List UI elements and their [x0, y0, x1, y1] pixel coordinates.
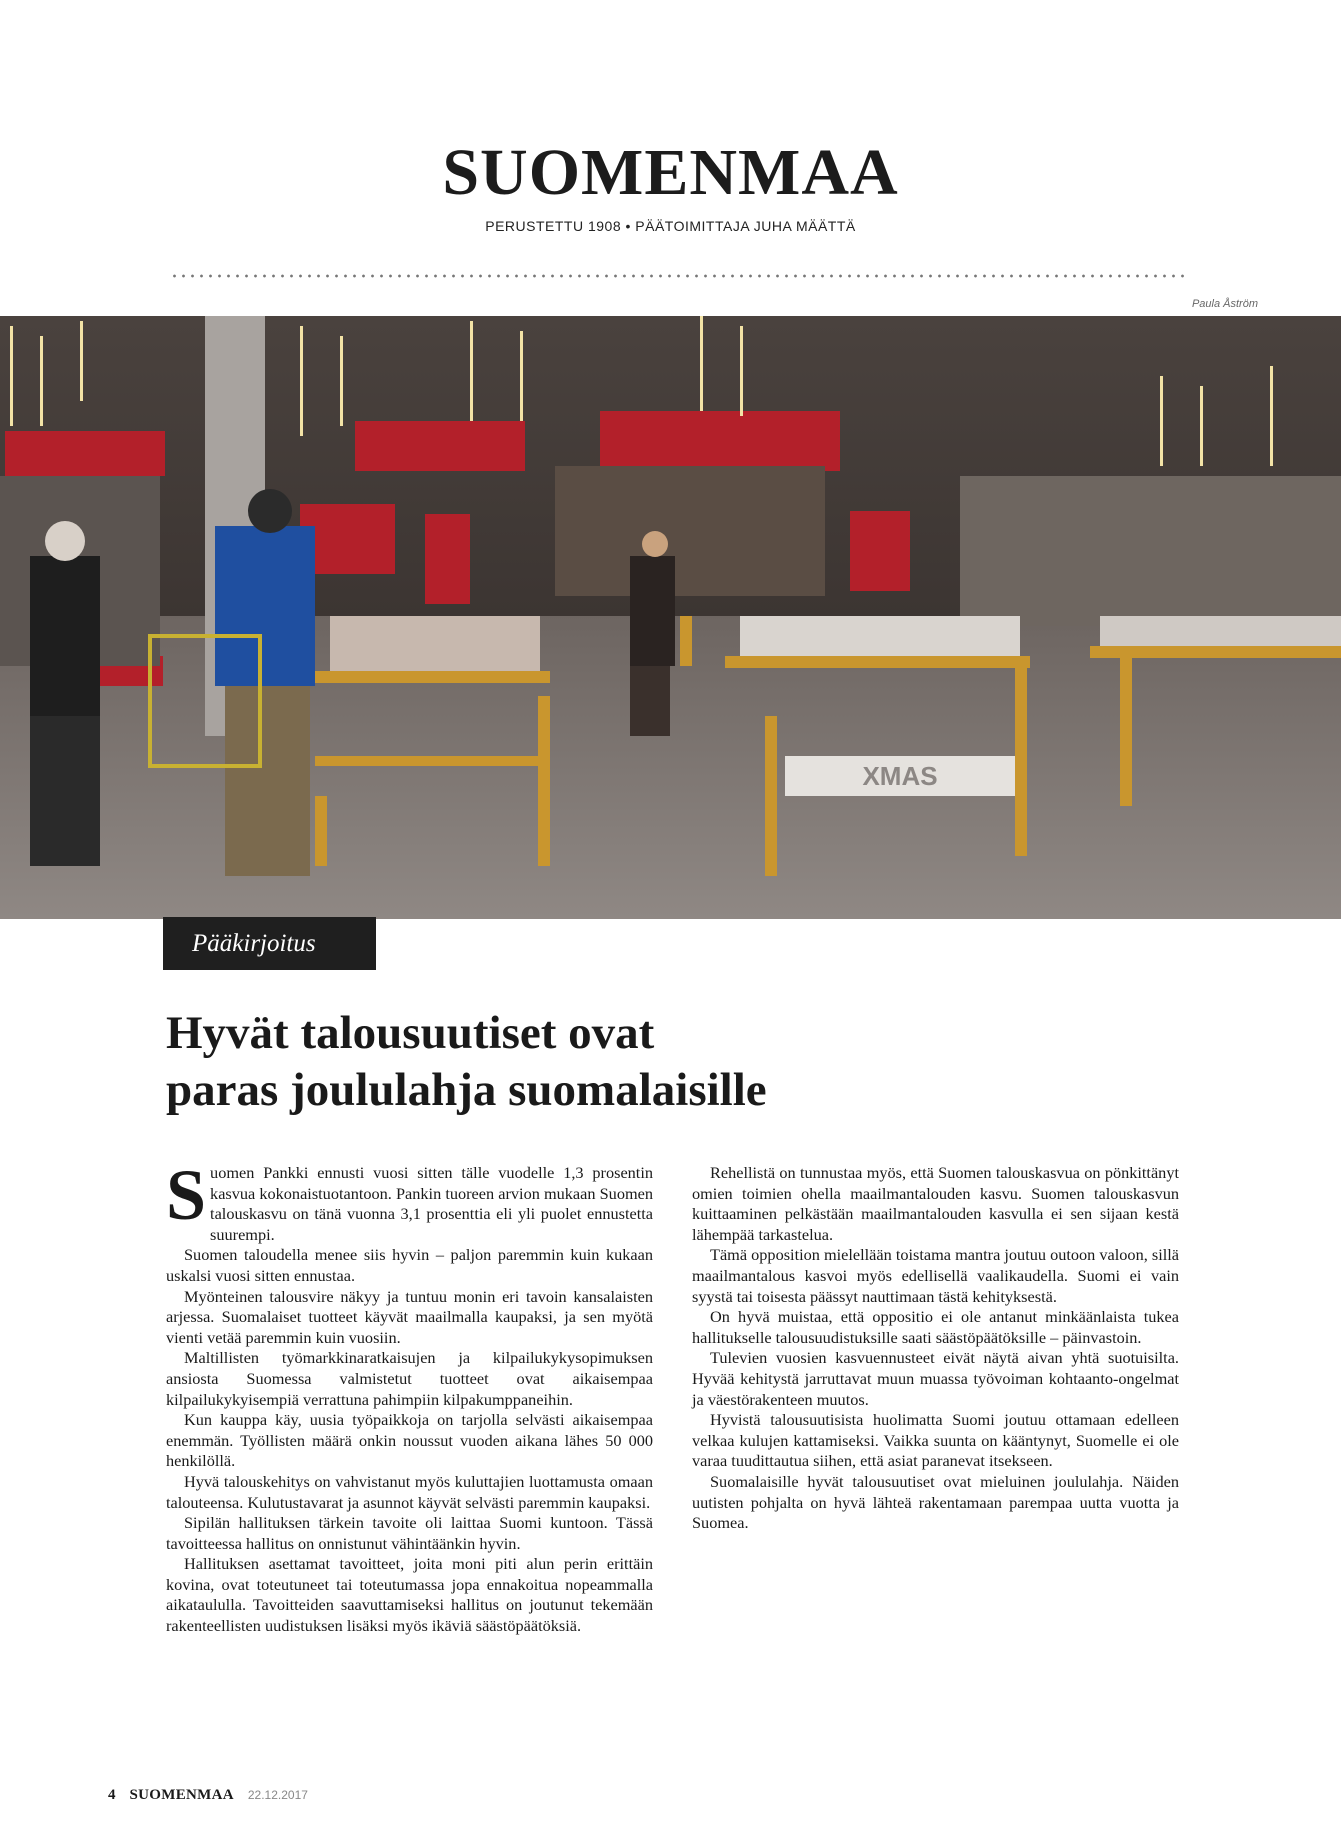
table-goods: [330, 616, 540, 671]
back-shelves: [555, 466, 825, 596]
article-paragraph: Hallituksen asettamat tavoitteet, joita moni piti alun perin erittäin kovina, ovat toteutuneet tai toteutumassa jopa ennakoitua nopeammalla aikataululla. Tavoitteiden saavuttamiseksi hallitus on joutunut tekemään rakenteellisten uudistuksen lisäksi myös ikäviä säästöpäätöksiä.: [166, 1554, 653, 1636]
store-photo: [0, 316, 1341, 919]
article-paragraph: Sipilän hallituksen tärkein tavoite oli laittaa Suomi kuntoon. Tässä tavoitteessa hallitus on onnistunut vähintäänkin hyvin.: [166, 1513, 653, 1553]
headline-line-1: Hyvät talousuutiset ovat: [166, 1007, 655, 1059]
right-shelves: [960, 476, 1341, 626]
headline: [166, 1005, 1166, 1119]
article-paragraph: On hyvä muistaa, että oppositio ei ole antanut minkäänlaista tukea hallitukselle talousuudistuksille saati säästöpäätöksille – päinvastoin.: [692, 1307, 1179, 1347]
article-paragraph: Suomen taloudella menee siis hyvin – paljon paremmin kuin kukaan uskalsi vuosi sitten ennustaa.: [166, 1245, 653, 1285]
xmas-sign-text: XMAS: [862, 761, 938, 791]
newspaper-logo: SUOMENMAA: [442, 136, 899, 209]
masthead: [0, 136, 1341, 234]
article-column-left: [166, 1155, 653, 1637]
article-paragraph: Hyvistä talousuutisista huolimatta Suomi joutuu ottamaan edelleen velkaa kulujen kattamiseksi. Vaikka suunta on kääntynyt, Suomelle ei ole varaa tuudittautua siihen, että asiat paranevat itsekseen.: [692, 1410, 1179, 1471]
article-paragraph: Tulevien vuosien kasvuennusteet eivät näytä aivan yhtä suotuisilta. Hyvää kehitystä jarruttavat muun muassa työvoiman kohtaanto-ongelmat ja väestörakenteen muutos.: [692, 1348, 1179, 1409]
article-paragraph: Hyvä talouskehitys on vahvistanut myös kuluttajien luottamusta omaan talouteensa. Kulutustavarat ja asunnot käyvät selvästi paremmin kaupaksi.: [166, 1471, 653, 1512]
masthead-tagline: PERUSTETTU 1908 • PÄÄTOIMITTAJA JUHA MÄÄTTÄ: [485, 218, 856, 234]
issue-date: 22.12.2017: [247, 1788, 308, 1802]
table-goods: [1100, 616, 1341, 646]
article-paragraph: Rehellistä on tunnustaa myös, että Suomen talouskasvua on pönkittänyt omien toimien ohella maailmantalouden kasvu. Suomen talouskasvun kuittaaminen pelkästään maailmantalouden kasvulla ei sen sijaan kestä lähempää tarkastelua.: [692, 1163, 1179, 1244]
footer-brand: SUOMENMAA: [129, 1787, 234, 1803]
article-paragraph: Maltillisten työmarkkinaratkaisujen ja kilpailukykysopimuksen ansiosta Suomessa valmistetut tuotteet ovat aikaisempaa kilpailukykyisempiä verrattuna pahimpiin kilpakumppaneihin.: [166, 1348, 653, 1409]
article-column-right: [692, 1163, 1179, 1534]
article-paragraph: Suomalaisille hyvät talousuutiset ovat mieluinen joululahja. Näiden uutisten pohjalta on hyvä lähteä rakentamaan parempaa uutta vuotta ja Suomea.: [692, 1471, 1179, 1533]
article-paragraph: Kun kauppa käy, uusia työpaikkoja on tarjolla selvästi aikaisempaa enemmän. Työllisten määrä onkin noussut vuoden aikana lähes 50 000 henkilöllä.: [166, 1410, 653, 1471]
headline-line-2: paras joululahja suomalaisille: [166, 1064, 767, 1116]
drop-cap: S: [166, 1155, 207, 1235]
photo-credit: Paula Åström: [1191, 298, 1258, 310]
article-paragraph: Myönteinen talousvire näkyy ja tuntuu monin eri tavoin kansalaisten arjessa. Suomalaiset tuotteet käyvät maailmalla kaupaksi, ja sen myötä vienti vetää paremmin kuin vuosiin.: [166, 1286, 653, 1347]
store-photo-illustration: [0, 316, 1341, 919]
article-paragraph: Tämä opposition mielellään toistama mantra joutuu outoon valoon, sillä maailmantalous kasvoi myös edellisellä vaalikaudella. Suomi ei vain syystä tai toisesta päässyt nauttimaan tästä kehityksestä.: [692, 1245, 1179, 1306]
table-goods: [740, 616, 1020, 656]
dotted-divider: [170, 274, 1187, 278]
section-label: Pääkirjoitus: [163, 917, 376, 970]
page-footer: [108, 1787, 308, 1804]
page-number: 4: [108, 1787, 116, 1803]
article-paragraph: Suomen Pankki ennusti vuosi sitten tälle vuodelle 1,3 prosentin kasvua kokonaistuotantoon. Pankin tuoreen arvion mukaan Suomen talouskasvu on tänä vuonna 3,1 prosenttia eli yli puolet ennustetta suurempi.: [166, 1155, 653, 1244]
